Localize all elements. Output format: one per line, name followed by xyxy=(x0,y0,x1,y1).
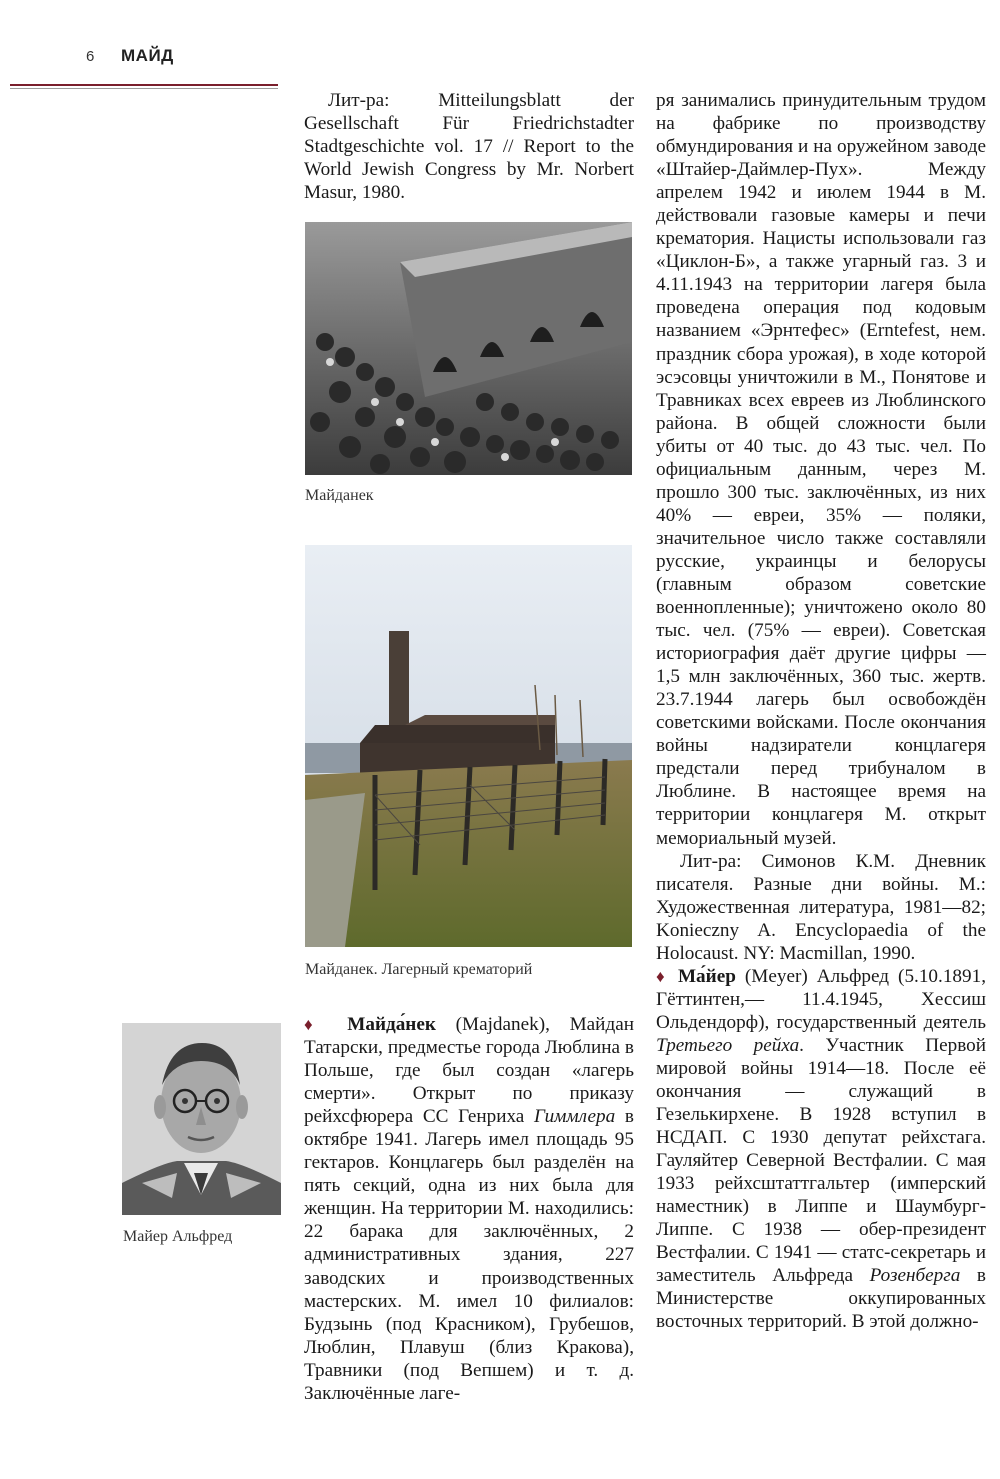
running-head: МАЙД xyxy=(121,46,174,65)
literature-paragraph: Лит-ра: Симонов К.М. Дневник писателя. Разные дни войны. М.: Художественная литература, 1981—82; Konieczny A. Encyclopaedia of the Holocaust. NY: Macmillan, 1990. xyxy=(656,850,986,964)
literature-paragraph: Лит-ра: Mitteilungsblatt der Gesellschaft Für Friedrichstadter Stadtgeschichte vol. 17 // Report to the World Jewish Congress by Mr. Norbert Masur, 1980. xyxy=(304,90,634,204)
portrait-alfred-meyer xyxy=(122,1023,281,1215)
photo-majdanek-ovens xyxy=(305,222,632,475)
entry-headword: Майда́нек xyxy=(347,1014,436,1035)
photo-majdanek-crematorium xyxy=(305,545,632,947)
diamond-icon: ♦ xyxy=(656,966,669,986)
portrait-caption: Майер Альфред xyxy=(123,1228,233,1245)
cross-reference: Розенберга xyxy=(869,1265,961,1287)
maidanek-prev-literature xyxy=(304,89,634,204)
entry-meyer-text: ♦ Ма́йер (Meyer) Альфред (5.10.1891, Гёттинтен,— 11.4.1945, Хессиш Ольдендорф), государственный деятель Третьего рейха. Участник Первой мировой войны 1914—18. После её окончания — служащий в Гезелькирхене. В 1928 вступил в НСДАП. С 1930 депутат рейхстага. Гауляйтер Северной Вестфалии. С мая 1933 рейхсштаттгальтер (имперский наместник) в Липпе и Шаумбург-Липпе. С 1938 — обер-президент Вестфалии. С 1941 — статс-секретарь и заместитель Альфреда Розенберга в Министерстве оккупированных восточных территорий. В этой должно- xyxy=(656,965,986,1333)
cross-reference: Третьего рейха xyxy=(656,1034,800,1056)
entry-headword: Ма́йер xyxy=(677,965,736,987)
entry-majdanek-text: ♦ Майда́нек (Majdanek), Майдан Татарски, предместье города Люблина в Польше, где был создан «лагерь смерти». Открыт по приказу рейхсфюрера СС Генриха Гиммлера в октябре 1941. Лагерь имел площадь 95 гектаров. Концлагерь был разделён на пять секций, одна из них была для женщин. На территории М. находились: 22 барака для заключённых, 2 административных здания, 227 заводских и производственных мастерских. М. имел 10 филиалов: Будзынь (под Красником), Грубешов, Люблин, Плавуш (близ Кракова), Травники (под Вепшем) и т. д. Заключённые лаге- xyxy=(304,1014,634,1404)
page-number: 6 xyxy=(86,48,95,65)
cross-reference: Гиммлера xyxy=(534,1106,616,1128)
photo2-caption: Майданек. Лагерный крематорий xyxy=(305,961,533,978)
entry-majdanek-continued: ря занимались принудительным трудом на фабрике по производству обмундирования и на оружейном заводе «Штайер-Даймлер-Пух». Между апрелем 1942 и июлем 1944 в М. действовали газовые камеры и печи крематория. Нацисты использовали газ «Циклон-Б», а также угарный газ. 3 и 4.11.1943 на территории лагеря была проведена операция под кодовым названием «Эрнтефес» (Erntefest, нем. праздник сбора урожая), в ходе которой эсэсовцы уничтожили в М., Понятове и Травниках всех евреев из Люблинского района. В общей сложности были убиты от 40 тыс. до 43 тыс. чел. По официальным данным, через М. прошло 300 тыс. заключённых, из них 40% — евреи, 35% — поляки, значительное число также составляли русские, украинцы и белорусы (главным образом советские военнопленные); уничтожено около 80 тыс. чел. (75% — евреи). Советская историография даёт другие цифры — 1,5 млн заключённых, 360 тыс. жертв. 23.7.1944 лагерь был освобождён советскими войсками. После окончания войны надзиратели концлагеря предстали перед трибуналом в Люблине. В настоящее время на территории концлагеря М. открыт мемориальный музей. xyxy=(656,90,986,849)
right-column xyxy=(656,89,986,1334)
header-rule xyxy=(10,84,278,90)
entry-majdanek xyxy=(304,1013,634,1405)
photo1-caption: Майданек xyxy=(305,487,374,504)
diamond-icon: ♦ xyxy=(304,1015,328,1034)
